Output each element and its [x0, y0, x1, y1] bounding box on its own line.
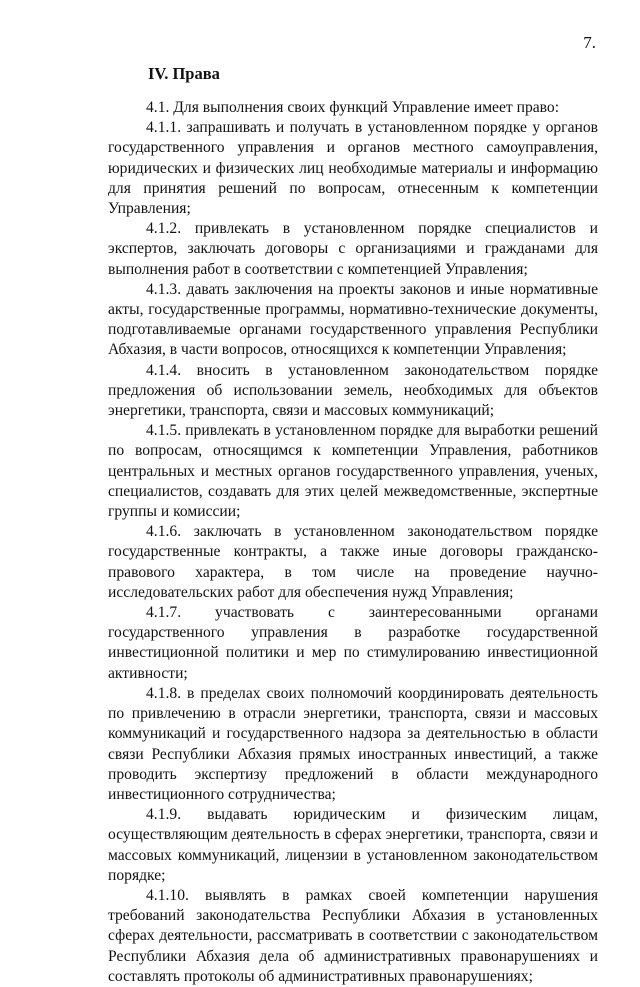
paragraph-4-1-5: 4.1.5. привлекать в установленном порядке для выработки решений по вопросам, относящимся к компетенции Управления, работников центральных и местных органов государственного управления, ученых, специалистов, создавать для этих целей межведомственные, экспертные группы и комиссии;	[108, 422, 598, 521]
document-body	[108, 98, 598, 987]
paragraph-4-1-4: 4.1.4. вносить в установленном законодательством порядке предложения об использовании земель, необходимых для объектов энергетики, транспорта, связи и массовых коммуникаций;	[108, 361, 598, 420]
paragraph-4-1-9: 4.1.9. выдавать юридическим и физическим лицам, осуществляющим деятельность в сферах энергетики, транспорта, связи и массовых коммуникаций, лицензии в установленном законодательством порядке;	[108, 806, 598, 884]
paragraph-4-1-8: 4.1.8. в пределах своих полномочий координировать деятельность по привлечению в отрасли энергетики, транспорта, связи и массовых коммуникаций и государственного надзора за деятельностью в области связи Республики Абхазия прямых иностранных инвестиций, а также проводить экспертизу предложений в области международного инвестиционного сотрудничества;	[108, 684, 598, 803]
paragraph-4-1-2: 4.1.2. привлекать в установленном порядке специалистов и экспертов, заключать договоры с организациями и гражданами для выполнения работ в соответствии с компетенцией Управления;	[108, 220, 598, 278]
paragraph-4-1-3: 4.1.3. давать заключения на проекты законов и иные нормативные акты, государственные программы, нормативно-технические документы, подготавливаемые органами государственного управления Республики Абхазия, в части вопросов, относящихся к компетенции Управления;	[108, 280, 598, 359]
page-number: 7.	[583, 33, 596, 52]
paragraph-4-1-7: 4.1.7. участвовать с заинтересованными органами государственного управления в разработке государственной инвестиционной политики и мер по стимулированию инвестиционной активности;	[108, 604, 598, 682]
paragraph-4-1-1: 4.1.1. запрашивать и получать в установленном порядке у органов государственного управления и органов местного самоуправления, юридических и физических лиц необходимые материалы и информацию для принятия решений по вопросам, отнесенным к компетенции Управления;	[108, 119, 598, 218]
paragraph-4-1-6: 4.1.6. заключать в установленном законодательством порядке государственные контракты, а также иные договоры гражданско-правового характера, в том числе на проведение научно-исследовательских работ для обеспечения нужд Управления;	[108, 523, 598, 601]
paragraph-4-1-10: 4.1.10. выявлять в рамках своей компетенции нарушения требований законодательства Республики Абхазия в установленных сферах деятельности, рассматривать в соответствии с законодательством Республики Абхазия дела об административных правонарушениях и составлять протоколы об административных правонарушениях;	[108, 886, 598, 985]
paragraph-4-1: 4.1. Для выполнения своих функций Управление имеет право:	[146, 99, 560, 116]
section-title: IV. Права	[148, 64, 220, 83]
